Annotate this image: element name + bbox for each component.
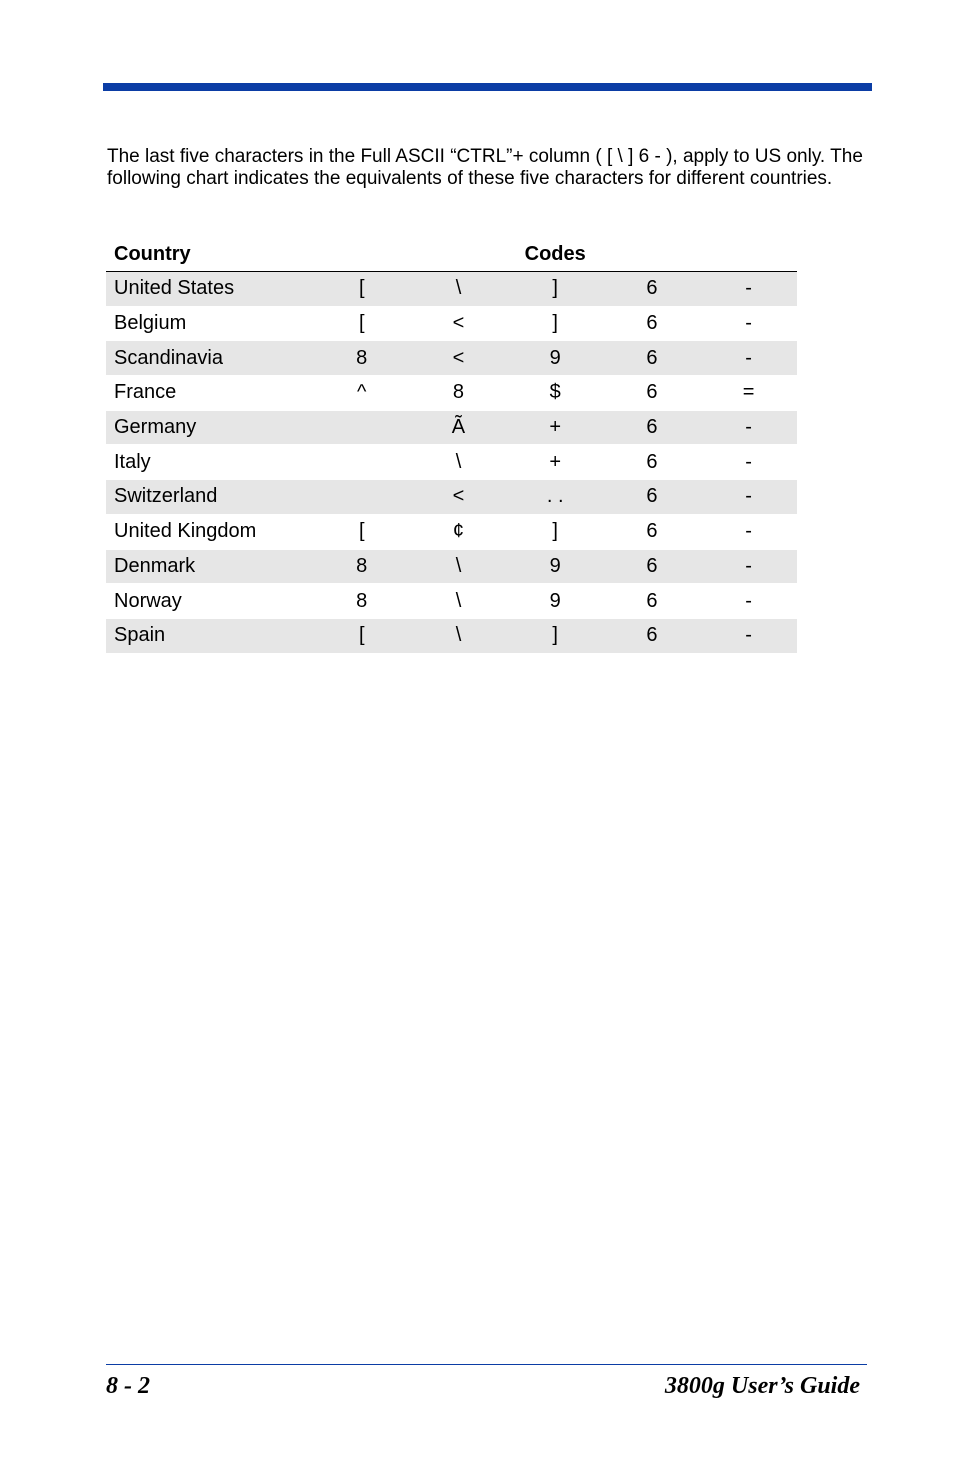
code-cell: ] xyxy=(507,618,604,653)
table-row xyxy=(106,341,797,376)
code-cell: - xyxy=(700,306,797,341)
table-row xyxy=(106,445,797,480)
code-cell: Ã xyxy=(410,410,507,445)
table-body xyxy=(106,272,797,654)
country-cell: Spain xyxy=(106,618,313,653)
intro-paragraph: The last five characters in the Full ASCII “CTRL”+ column ( [ \ ] 6 - ), apply to US only. The following chart indicates the equivalents of these five characters for different countries. xyxy=(107,146,863,189)
country-cell: Scandinavia xyxy=(106,341,313,376)
country-cell: Switzerland xyxy=(106,480,313,515)
code-cell xyxy=(313,410,410,445)
table-row xyxy=(106,584,797,619)
table-row xyxy=(106,549,797,584)
code-cell: \ xyxy=(410,445,507,480)
country-codes-table xyxy=(106,237,797,654)
code-cell: + xyxy=(507,410,604,445)
code-cell: + xyxy=(507,445,604,480)
code-cell: \ xyxy=(410,584,507,619)
code-cell: < xyxy=(410,341,507,376)
code-cell: 6 xyxy=(604,306,701,341)
code-cell: [ xyxy=(313,272,410,307)
code-cell: 6 xyxy=(604,341,701,376)
code-cell: [ xyxy=(313,306,410,341)
table-row xyxy=(106,272,797,307)
table-row xyxy=(106,514,797,549)
code-cell: 6 xyxy=(604,618,701,653)
code-cell: 6 xyxy=(604,376,701,411)
code-cell: - xyxy=(700,341,797,376)
code-cell: = xyxy=(700,376,797,411)
country-cell: United Kingdom xyxy=(106,514,313,549)
code-cell: [ xyxy=(313,514,410,549)
code-cell: 8 xyxy=(313,341,410,376)
table-row xyxy=(106,618,797,653)
guide-title: 3800g User’s Guide xyxy=(664,1373,860,1399)
code-cell: 6 xyxy=(604,480,701,515)
country-cell: Belgium xyxy=(106,306,313,341)
code-cell: - xyxy=(700,584,797,619)
code-cell: - xyxy=(700,410,797,445)
country-cell: Italy xyxy=(106,445,313,480)
code-cell: \ xyxy=(410,549,507,584)
code-cell: 8 xyxy=(313,584,410,619)
code-cell: - xyxy=(700,618,797,653)
code-cell: ¢ xyxy=(410,514,507,549)
country-cell: Germany xyxy=(106,410,313,445)
code-cell: - xyxy=(700,514,797,549)
code-cell: 6 xyxy=(604,514,701,549)
header-rule xyxy=(103,83,872,91)
code-cell: ] xyxy=(507,272,604,307)
code-cell: < xyxy=(410,480,507,515)
code-cell: [ xyxy=(313,618,410,653)
table-row xyxy=(106,306,797,341)
code-cell: 6 xyxy=(604,584,701,619)
code-cell: 6 xyxy=(604,445,701,480)
page-number: 8 - 2 xyxy=(106,1373,150,1399)
code-cell: - xyxy=(700,480,797,515)
code-cell: - xyxy=(700,445,797,480)
table-row xyxy=(106,376,797,411)
country-cell: United States xyxy=(106,272,313,307)
code-cell: 9 xyxy=(507,549,604,584)
country-cell: France xyxy=(106,376,313,411)
code-cell: 6 xyxy=(604,549,701,584)
code-cell: ^ xyxy=(313,376,410,411)
country-column-header: Country xyxy=(106,237,313,272)
footer-rule xyxy=(106,1364,867,1365)
code-cell: \ xyxy=(410,618,507,653)
code-cell: ] xyxy=(507,306,604,341)
code-cell: - xyxy=(700,272,797,307)
table-row xyxy=(106,410,797,445)
code-cell: . . xyxy=(507,480,604,515)
code-cell: ] xyxy=(507,514,604,549)
code-cell xyxy=(313,445,410,480)
code-cell xyxy=(313,480,410,515)
country-cell: Norway xyxy=(106,584,313,619)
codes-column-header: Codes xyxy=(313,237,797,272)
code-cell: 8 xyxy=(313,549,410,584)
code-cell: 8 xyxy=(410,376,507,411)
table-row xyxy=(106,480,797,515)
code-cell: $ xyxy=(507,376,604,411)
code-cell: \ xyxy=(410,272,507,307)
code-cell: 9 xyxy=(507,341,604,376)
code-cell: 6 xyxy=(604,272,701,307)
code-cell: < xyxy=(410,306,507,341)
code-cell: 6 xyxy=(604,410,701,445)
code-cell: - xyxy=(700,549,797,584)
code-cell: 9 xyxy=(507,584,604,619)
country-cell: Denmark xyxy=(106,549,313,584)
table-header-row xyxy=(106,237,797,272)
